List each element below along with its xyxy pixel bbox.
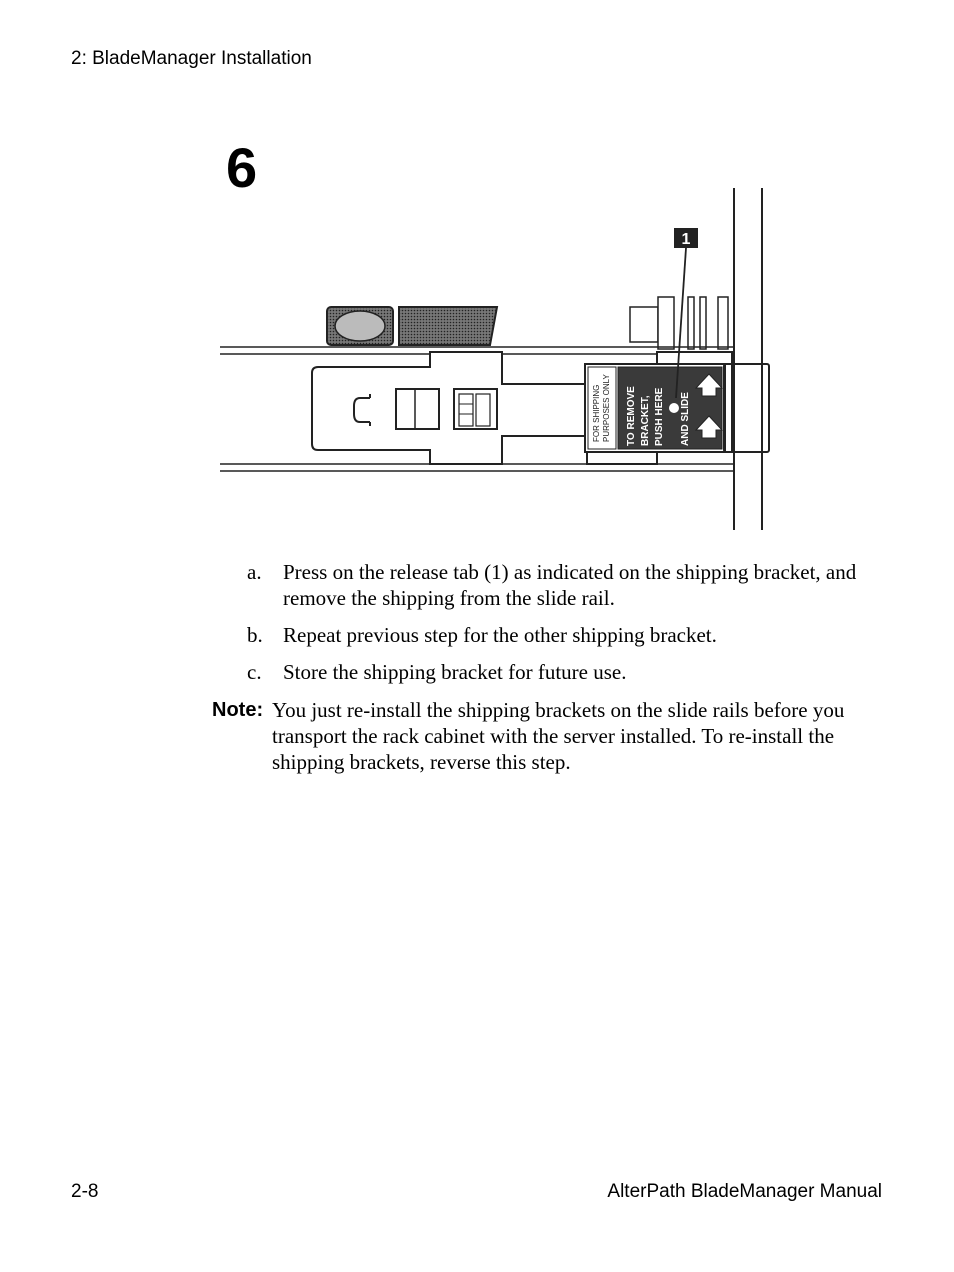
step-text: Store the shipping bracket for future use. <box>283 660 627 684</box>
list-item <box>247 559 887 611</box>
label-left-line-2: PURPOSES ONLY <box>602 374 611 442</box>
step-marker: a. <box>247 560 262 584</box>
list-item <box>247 659 887 685</box>
step-marker: c. <box>247 660 262 684</box>
step-text: Repeat previous step for the other shipping bracket. <box>283 623 717 647</box>
running-header: 2: BladeManager Installation <box>71 48 312 69</box>
label-left-line-1: FOR SHIPPING <box>592 384 601 442</box>
callout-number: 1 <box>681 231 691 248</box>
manual-title: AlterPath BladeManager Manual <box>607 1181 882 1202</box>
shipping-bracket-illustration <box>212 186 772 532</box>
step-text: Press on the release tab (1) as indicated on the shipping bracket, and remove the shipping from the slide rail. <box>283 560 857 610</box>
list-item <box>247 622 887 648</box>
note <box>212 697 882 775</box>
note-label: Note: <box>212 699 264 721</box>
label-right-line-4: AND SLIDE <box>680 392 691 446</box>
push-point-icon <box>669 403 679 413</box>
step-number: 6 <box>226 136 258 199</box>
label-right-line-3: PUSH HERE <box>654 387 665 446</box>
step-list <box>247 559 887 696</box>
step-marker: b. <box>247 623 263 647</box>
label-right-line-1: TO REMOVE <box>626 386 637 446</box>
page-number: 2-8 <box>71 1181 99 1202</box>
note-text: You just re-install the shipping brackets on the slide rails before you transport the rack cabinet with the server installed. To re-install the shipping brackets, reverse this step. <box>272 698 845 774</box>
label-right-line-2: BRACKET, <box>640 395 651 446</box>
